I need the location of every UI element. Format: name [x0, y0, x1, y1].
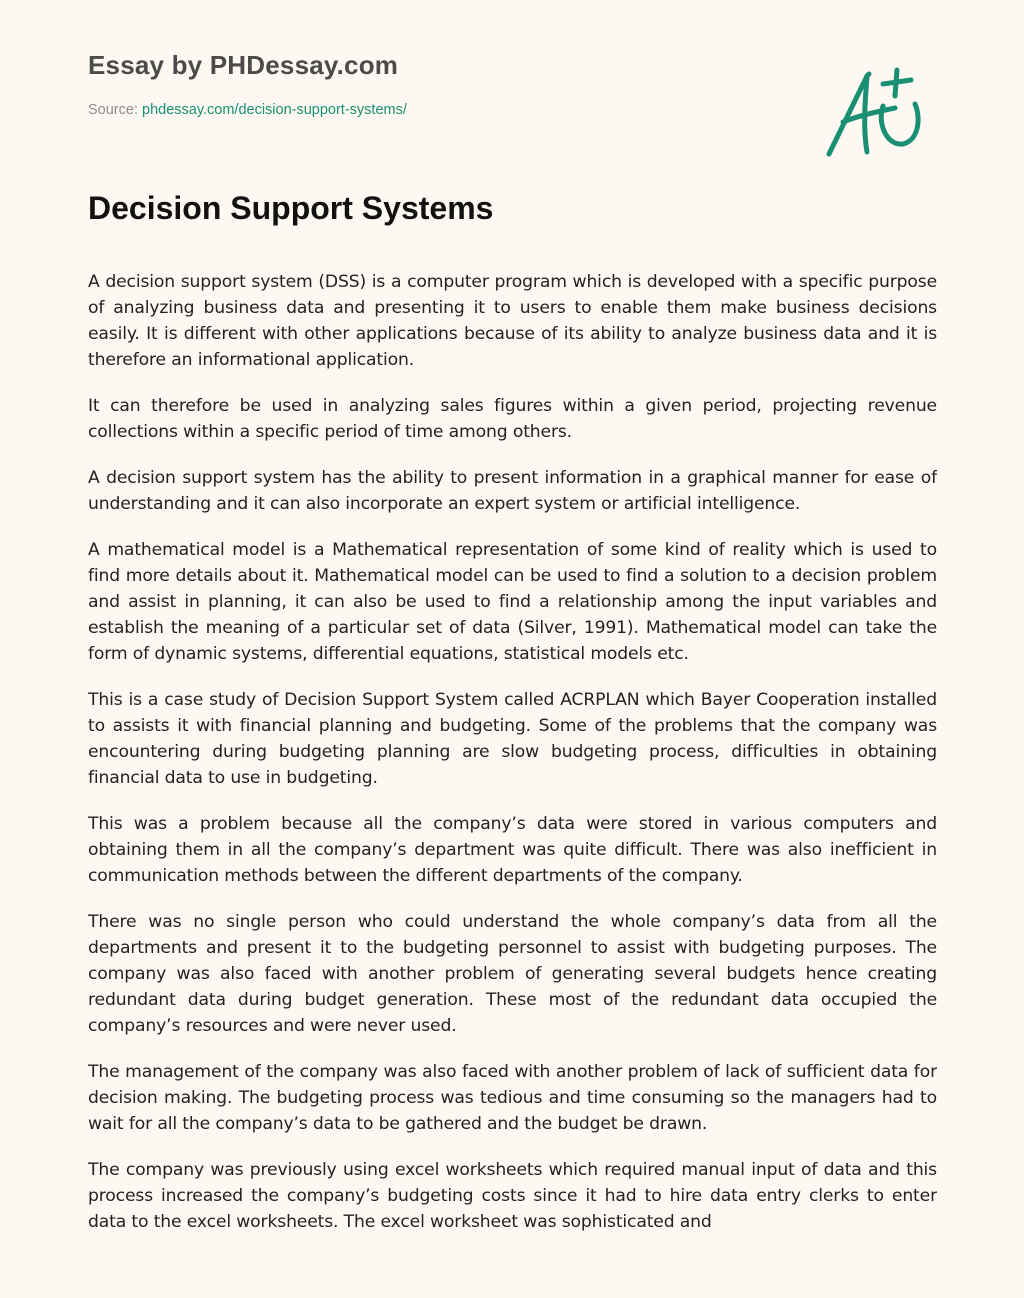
- essay-paragraph: A mathematical model is a Mathematical representation of some kind of reality which is used to find more details about it. Mathematical model can be used to find a solution to a decision problem and assist in planning, it can also be used to find a relationship among the input variables and establish the meaning of a particular set of data (Silver, 1991). Mathematical model can take the form of dynamic systems, differential equations, statistical models etc.: [88, 540, 937, 664]
- site-brand: Essay by PHDessay.com: [88, 50, 399, 80]
- essay-page: [88, 0, 937, 1298]
- essay-title: Decision Support Systems: [88, 190, 494, 226]
- a-plus-logo-icon: [823, 62, 933, 162]
- essay-paragraph: This was a problem because all the company’s data were stored in various computers and obtaining them in all the company’s department was quite difficult. There was also inefficient in communication methods between the different departments of the company.: [88, 814, 937, 886]
- source-line: [88, 102, 407, 118]
- essay-paragraph: The management of the company was also faced with another problem of lack of sufficient data for decision making. The budgeting process was tedious and time consuming so the managers had to wait for all the company’s data to be gathered and the budget be drawn.: [88, 1062, 937, 1134]
- essay-paragraph: A decision support system (DSS) is a computer program which is developed with a specific purpose of analyzing business data and presenting it to users to enable them make business decisions easily. It is different with other applications because of its ability to analyze business data and it is therefore an informational application.: [88, 272, 937, 370]
- essay-paragraph: It can therefore be used in analyzing sales figures within a given period, projecting revenue collections within a specific period of time among others.: [88, 396, 937, 442]
- source-link[interactable]: phdessay.com/decision-support-systems/: [142, 102, 407, 118]
- source-label: Source:: [88, 102, 142, 118]
- essay-body: [88, 269, 937, 1255]
- essay-paragraph: There was no single person who could understand the whole company’s data from all the departments and present it to the budgeting personnel to assist with budgeting purposes. The company was also faced with another problem of generating several budgets hence creating redundant data during budget generation. These most of the redundant data occupied the company’s resources and were never used.: [88, 912, 937, 1036]
- essay-paragraph: This is a case study of Decision Support System called ACRPLAN which Bayer Cooperation installed to assists it with financial planning and budgeting. Some of the problems that the company was encountering during budgeting planning are slow budgeting process, difficulties in obtaining financial data to use in budgeting.: [88, 690, 937, 788]
- essay-paragraph: A decision support system has the ability to present information in a graphical manner for ease of understanding and it can also incorporate an expert system or artificial intelligence.: [88, 468, 937, 514]
- essay-paragraph: The company was previously using excel worksheets which required manual input of data and this process increased the company’s budgeting costs since it had to hire data entry clerks to enter data to the excel worksheets. The excel worksheet was sophisticated and: [88, 1160, 937, 1232]
